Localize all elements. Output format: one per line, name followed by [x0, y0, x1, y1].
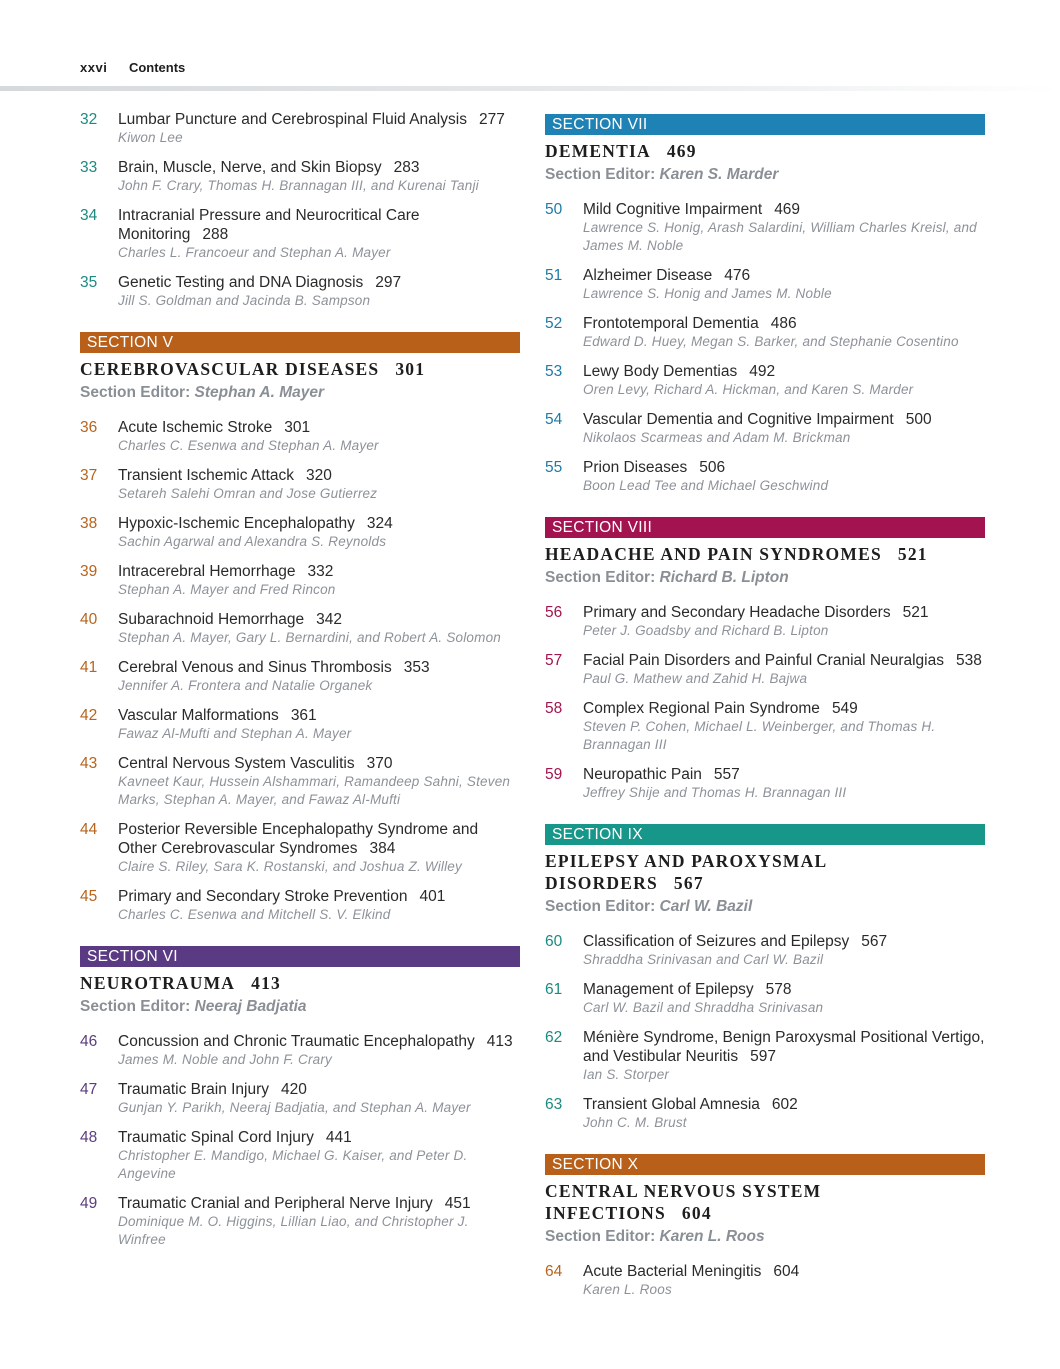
- chapter-number: 53: [545, 363, 563, 380]
- chapter-title-line: [118, 1194, 520, 1213]
- chapter-title[interactable]: Classification of Seizures and Epilepsy: [583, 933, 850, 950]
- chapter-authors: Boon Lead Tee and Michael Geschwind: [583, 478, 829, 493]
- chapter-authors: Nikolaos Scarmeas and Adam M. Brickman: [583, 430, 851, 445]
- section-title-line: [545, 850, 985, 894]
- section-page: 567: [673, 873, 704, 893]
- chapter-title-line: [583, 765, 985, 784]
- chapter-authors: Edward D. Huey, Megan S. Barker, and Stephanie Cosentino: [583, 334, 959, 349]
- chapter-page: 604: [773, 1263, 800, 1280]
- chapter-title-line: [583, 458, 985, 477]
- toc-entry[interactable]: [80, 754, 520, 809]
- section-editor-name: Stephan A. Mayer: [194, 384, 325, 401]
- chapter-page: 283: [393, 159, 420, 176]
- chapter-title-line: [583, 1028, 985, 1066]
- toc-entry[interactable]: [545, 410, 985, 447]
- chapter-authors: Lawrence S. Honig and James M. Noble: [583, 286, 832, 301]
- chapter-authors: Karen L. Roos: [583, 1282, 672, 1297]
- chapter-title-line: [118, 1080, 520, 1099]
- chapter-page: 384: [369, 840, 396, 857]
- chapter-page: 549: [831, 700, 858, 717]
- section-page: 469: [666, 141, 697, 161]
- right-column: [545, 114, 985, 1310]
- section-title[interactable]: CENTRAL NERVOUS SYSTEM INFECTIONS: [545, 1181, 822, 1223]
- chapter-title-line: [583, 200, 985, 219]
- chapter-title[interactable]: Genetic Testing and DNA Diagnosis: [118, 274, 364, 291]
- chapter-page: 401: [419, 888, 446, 905]
- chapter-authors: Jeffrey Shije and Thomas H. Brannagan III: [583, 785, 847, 800]
- toc-entry[interactable]: [80, 1194, 520, 1249]
- chapter-title[interactable]: Subarachnoid Hemorrhage: [118, 611, 305, 628]
- section-label-bar: SECTION VII: [545, 114, 985, 135]
- section-editor-prefix: Section Editor:: [80, 384, 191, 401]
- chapter-authors: Peter J. Goadsby and Richard B. Lipton: [583, 623, 829, 638]
- chapter-page: 420: [281, 1081, 307, 1098]
- chapter-title-line: [118, 562, 520, 581]
- toc-entry[interactable]: [545, 699, 985, 754]
- section-editor-prefix: Section Editor:: [80, 998, 191, 1015]
- section-vii: [545, 114, 985, 495]
- section-label-bar: SECTION X: [545, 1154, 985, 1175]
- toc-entry[interactable]: [80, 820, 520, 876]
- chapter-page: 602: [771, 1096, 798, 1113]
- chapter-number: 63: [545, 1096, 563, 1113]
- chapter-authors: Kiwon Lee: [118, 130, 183, 145]
- section-title[interactable]: DEMENTIA: [545, 141, 651, 161]
- chapter-title-line: [583, 932, 985, 951]
- section-title-line: [545, 1180, 985, 1224]
- toc-entry[interactable]: [545, 314, 985, 351]
- chapter-title-line: [583, 603, 985, 622]
- chapter-title[interactable]: Primary and Secondary Headache Disorders: [583, 604, 891, 621]
- chapter-number: 54: [545, 411, 563, 428]
- chapter-number: 51: [545, 267, 563, 284]
- chapter-authors: Fawaz Al-Mufti and Stephan A. Mayer: [118, 726, 352, 741]
- section-editor-name: Karen S. Marder: [659, 166, 779, 183]
- chapter-number: 60: [545, 933, 563, 950]
- chapter-number: 64: [545, 1263, 563, 1280]
- chapter-title[interactable]: Vascular Malformations: [118, 707, 279, 724]
- chapter-title[interactable]: Neuropathic Pain: [583, 766, 702, 783]
- chapter-authors: Shraddha Srinivasan and Carl W. Bazil: [583, 952, 824, 967]
- chapter-number: 38: [80, 515, 98, 532]
- chapter-title[interactable]: Acute Ischemic Stroke: [118, 419, 273, 436]
- section-editor: [80, 383, 520, 403]
- chapter-number: 45: [80, 888, 98, 905]
- section-title-line: [545, 543, 985, 565]
- section-editor-name: Carl W. Bazil: [659, 898, 753, 915]
- chapter-authors: Carl W. Bazil and Shraddha Srinivasan: [583, 1000, 824, 1015]
- chapter-title-line: [118, 110, 520, 129]
- section-vi: [80, 946, 520, 1249]
- chapter-title[interactable]: Traumatic Cranial and Peripheral Nerve Injury: [118, 1195, 433, 1212]
- chapter-page: 476: [724, 267, 751, 284]
- chapter-page: 597: [750, 1048, 776, 1065]
- chapter-number: 57: [545, 652, 563, 669]
- chapter-title-line: [118, 158, 520, 177]
- section-x: [545, 1154, 985, 1299]
- page-number: xxvi: [80, 60, 108, 75]
- chapter-page: 353: [403, 659, 430, 676]
- chapter-title[interactable]: Concussion and Chronic Traumatic Encephalopathy: [118, 1033, 475, 1050]
- chapter-authors: Jill S. Goldman and Jacinda B. Sampson: [118, 293, 371, 308]
- toc-entry[interactable]: [545, 1095, 985, 1132]
- chapter-authors: Charles C. Esenwa and Mitchell S. V. Elkind: [118, 907, 391, 922]
- chapter-page: 297: [375, 274, 402, 291]
- chapter-number: 59: [545, 766, 563, 783]
- section-title[interactable]: NEUROTRAUMA: [80, 973, 236, 993]
- chapter-number: 50: [545, 201, 563, 218]
- chapter-authors: Gunjan Y. Parikh, Neeraj Badjatia, and Stephan A. Mayer: [118, 1100, 471, 1115]
- chapter-title-line: [583, 1095, 985, 1114]
- chapter-title-line: [583, 266, 985, 285]
- chapter-authors: Stephan A. Mayer and Fred Rincon: [118, 582, 336, 597]
- toc-entry[interactable]: [545, 980, 985, 1017]
- section-label-bar: SECTION VI: [80, 946, 520, 967]
- chapter-authors: Christopher E. Mandigo, Michael G. Kaiser, and Peter D. Angevine: [118, 1148, 468, 1181]
- section-v: [80, 332, 520, 924]
- section-label-bar: SECTION V: [80, 332, 520, 353]
- chapter-authors: Setareh Salehi Omran and Jose Gutierrez: [118, 486, 378, 501]
- toc-entry[interactable]: [80, 706, 520, 743]
- entries-top: [80, 110, 520, 310]
- chapter-title[interactable]: Lewy Body Dementias: [583, 363, 738, 380]
- chapter-title[interactable]: Alzheimer Disease: [583, 267, 713, 284]
- chapter-page: 320: [306, 467, 332, 484]
- section-editor-name: Richard B. Lipton: [659, 569, 789, 586]
- chapter-number: 58: [545, 700, 563, 717]
- section-editor-prefix: Section Editor:: [545, 1228, 656, 1245]
- chapter-number: 47: [80, 1081, 98, 1098]
- section-title[interactable]: HEADACHE AND PAIN SYNDROMES: [545, 544, 882, 564]
- section-title-line: [80, 972, 520, 994]
- chapter-title[interactable]: Acute Bacterial Meningitis: [583, 1263, 762, 1280]
- toc-entry[interactable]: [80, 206, 520, 262]
- chapter-title[interactable]: Intracerebral Hemorrhage: [118, 563, 296, 580]
- toc-entry[interactable]: [545, 765, 985, 802]
- chapter-page: 288: [202, 226, 229, 243]
- chapter-page: 492: [749, 363, 776, 380]
- chapter-authors: Oren Levy, Richard A. Hickman, and Karen S. Marder: [583, 382, 914, 397]
- chapter-title[interactable]: Transient Global Amnesia: [583, 1096, 760, 1113]
- section-title-line: [80, 358, 520, 380]
- toc-entry[interactable]: [545, 458, 985, 495]
- chapter-title-line: [118, 1128, 520, 1147]
- chapter-number: 49: [80, 1195, 98, 1212]
- chapter-title-line: [118, 514, 520, 533]
- chapter-title[interactable]: Primary and Secondary Stroke Prevention: [118, 888, 408, 905]
- chapter-page: 361: [290, 707, 317, 724]
- toc-entry[interactable]: [80, 158, 520, 195]
- chapter-number: 43: [80, 755, 98, 772]
- toc-entry[interactable]: [545, 932, 985, 969]
- chapter-title[interactable]: Transient Ischemic Attack: [118, 467, 295, 484]
- chapter-number: 48: [80, 1129, 98, 1146]
- chapter-title-line: [583, 651, 985, 670]
- toc-entry[interactable]: [80, 1032, 520, 1069]
- section-editor-name: Karen L. Roos: [659, 1228, 765, 1245]
- section-ix: [545, 824, 985, 1132]
- chapter-title[interactable]: Lumbar Puncture and Cerebrospinal Fluid Analysis: [118, 111, 467, 128]
- chapter-page: 324: [366, 515, 393, 532]
- section-editor: [545, 1227, 985, 1247]
- chapter-number: 36: [80, 419, 98, 436]
- toc-entry[interactable]: [545, 200, 985, 255]
- section-editor-prefix: Section Editor:: [545, 898, 656, 915]
- chapter-number: 52: [545, 315, 563, 332]
- chapter-title[interactable]: Posterior Reversible Encephalopathy Syndrome and Other Cerebrovascular Syndromes: [118, 821, 479, 857]
- chapter-title[interactable]: Vascular Dementia and Cognitive Impairment: [583, 411, 894, 428]
- chapter-page: 441: [325, 1129, 352, 1146]
- toc-entry[interactable]: [80, 514, 520, 551]
- chapter-page: 557: [713, 766, 740, 783]
- chapter-page: 370: [366, 755, 393, 772]
- chapter-page: 451: [444, 1195, 471, 1212]
- section-label-bar: SECTION IX: [545, 824, 985, 845]
- chapter-title-line: [118, 610, 520, 629]
- chapter-page: 342: [316, 611, 342, 628]
- toc-entry[interactable]: [545, 651, 985, 688]
- section-editor: [545, 568, 985, 588]
- chapter-title-line: [583, 699, 985, 718]
- chapter-authors: Sachin Agarwal and Alexandra S. Reynolds: [118, 534, 387, 549]
- chapter-title[interactable]: Intracranial Pressure and Neurocritical Care Monitoring: [118, 207, 420, 243]
- chapter-number: 35: [80, 274, 98, 291]
- chapter-title[interactable]: Traumatic Brain Injury: [118, 1081, 270, 1098]
- chapter-title-line: [583, 1262, 985, 1281]
- chapter-title-line: [583, 362, 985, 381]
- chapter-title[interactable]: Cerebral Venous and Sinus Thrombosis: [118, 659, 392, 676]
- chapter-authors: Kavneet Kaur, Hussein Alshammari, Ramandeep Sahni, Steven Marks, Stephan A. Mayer, and Fawaz Al-Mufti: [118, 774, 511, 807]
- chapter-title[interactable]: Central Nervous System Vasculitis: [118, 755, 355, 772]
- chapter-page: 469: [774, 201, 801, 218]
- chapter-authors: Lawrence S. Honig, Arash Salardini, William Charles Kreisl, and James M. Noble: [583, 220, 977, 253]
- chapter-title-line: [118, 273, 520, 292]
- toc-entry[interactable]: [545, 1262, 985, 1299]
- toc-entry[interactable]: [80, 562, 520, 599]
- chapter-authors: James M. Noble and John F. Crary: [118, 1052, 332, 1067]
- chapter-authors: Paul G. Mathew and Zahid H. Bajwa: [583, 671, 808, 686]
- section-title-line: [545, 140, 985, 162]
- toc-entry[interactable]: [80, 658, 520, 695]
- chapter-title[interactable]: Traumatic Spinal Cord Injury: [118, 1129, 314, 1146]
- section-title[interactable]: EPILEPSY AND PAROXYSMAL DISORDERS: [545, 851, 827, 893]
- chapter-title[interactable]: Prion Diseases: [583, 459, 688, 476]
- chapter-title-line: [583, 410, 985, 429]
- chapter-title-line: [118, 1032, 520, 1051]
- chapter-title[interactable]: Complex Regional Pain Syndrome: [583, 700, 820, 717]
- chapter-page: 567: [861, 933, 888, 950]
- chapter-authors: Jennifer A. Frontera and Natalie Organek: [118, 678, 373, 693]
- section-page: 604: [681, 1203, 712, 1223]
- chapter-number: 44: [80, 821, 98, 838]
- toc-entry[interactable]: [545, 1028, 985, 1084]
- chapter-number: 40: [80, 611, 98, 628]
- chapter-number: 34: [80, 207, 98, 224]
- chapter-authors: Charles L. Francoeur and Stephan A. Mayer: [118, 245, 391, 260]
- toc-entry[interactable]: [80, 1128, 520, 1183]
- section-editor-name: Neeraj Badjatia: [194, 998, 307, 1015]
- chapter-title[interactable]: Hypoxic-Ischemic Encephalopathy: [118, 515, 355, 532]
- toc-entry[interactable]: [80, 1080, 520, 1117]
- chapter-number: 46: [80, 1033, 98, 1050]
- chapter-number: 62: [545, 1029, 563, 1046]
- running-head-title: Contents: [128, 60, 186, 75]
- toc-entry[interactable]: [80, 418, 520, 455]
- chapter-number: 55: [545, 459, 563, 476]
- chapter-title-line: [118, 658, 520, 677]
- toc-entry[interactable]: [545, 362, 985, 399]
- running-head: [80, 60, 185, 84]
- chapter-title[interactable]: Management of Epilepsy: [583, 981, 754, 998]
- chapter-page: 486: [770, 315, 797, 332]
- chapter-page: 578: [765, 981, 792, 998]
- chapter-authors: John F. Crary, Thomas H. Brannagan III, and Kurenai Tanji: [118, 178, 479, 193]
- chapter-number: 41: [80, 659, 98, 676]
- chapter-authors: Steven P. Cohen, Michael L. Weinberger, and Thomas H. Brannagan III: [583, 719, 936, 752]
- chapter-title[interactable]: Mild Cognitive Impairment: [583, 201, 763, 218]
- chapter-title-line: [583, 314, 985, 333]
- toc-entry[interactable]: [545, 266, 985, 303]
- toc-entry[interactable]: [80, 610, 520, 647]
- chapter-page: 521: [902, 604, 929, 621]
- chapter-title-line: [118, 706, 520, 725]
- chapter-page: 332: [307, 563, 334, 580]
- header-rule: [0, 86, 1060, 91]
- chapter-authors: Claire S. Riley, Sara K. Rostanski, and Joshua Z. Willey: [118, 859, 462, 874]
- chapter-authors: John C. M. Brust: [583, 1115, 687, 1130]
- chapter-number: 39: [80, 563, 98, 580]
- toc-entry[interactable]: [80, 273, 520, 310]
- section-editor: [80, 997, 520, 1017]
- chapter-number: 37: [80, 467, 98, 484]
- chapter-title-line: [118, 206, 520, 244]
- section-editor-prefix: Section Editor:: [545, 569, 656, 586]
- toc-entry[interactable]: [80, 887, 520, 924]
- left-column: [80, 110, 520, 1260]
- section-label-bar: SECTION VIII: [545, 517, 985, 538]
- chapter-title[interactable]: Facial Pain Disorders and Painful Cranial Neuralgias: [583, 652, 944, 669]
- chapter-page: 413: [486, 1033, 513, 1050]
- toc-entry[interactable]: [80, 466, 520, 503]
- chapter-authors: Ian S. Storper: [583, 1067, 670, 1082]
- section-editor: [545, 897, 985, 917]
- chapter-title-line: [583, 980, 985, 999]
- section-page: 413: [251, 973, 281, 993]
- chapter-authors: Charles C. Esenwa and Stephan A. Mayer: [118, 438, 379, 453]
- section-page: 521: [897, 544, 928, 564]
- chapter-title-line: [118, 418, 520, 437]
- toc-entry[interactable]: [545, 603, 985, 640]
- chapter-title-line: [118, 466, 520, 485]
- chapter-title-line: [118, 754, 520, 773]
- section-viii: [545, 517, 985, 802]
- chapter-title-line: [118, 887, 520, 906]
- chapter-title-line: [118, 820, 520, 858]
- chapter-page: 506: [699, 459, 726, 476]
- chapter-title[interactable]: Brain, Muscle, Nerve, and Skin Biopsy: [118, 159, 382, 176]
- chapter-authors: Dominique M. O. Higgins, Lillian Liao, and Christopher J. Winfree: [118, 1214, 469, 1247]
- section-editor-prefix: Section Editor:: [545, 166, 656, 183]
- chapter-title[interactable]: Frontotemporal Dementia: [583, 315, 759, 332]
- chapter-number: 33: [80, 159, 98, 176]
- chapter-number: 61: [545, 981, 563, 998]
- chapter-page: 500: [905, 411, 932, 428]
- chapter-number: 42: [80, 707, 98, 724]
- chapter-page: 301: [284, 419, 311, 436]
- section-title[interactable]: CEREBROVASCULAR DISEASES: [80, 359, 380, 379]
- section-page: 301: [395, 359, 426, 379]
- section-editor: [545, 165, 985, 185]
- chapter-number: 56: [545, 604, 563, 621]
- chapter-page: 277: [478, 111, 505, 128]
- chapter-authors: Stephan A. Mayer, Gary L. Bernardini, and Robert A. Solomon: [118, 630, 501, 645]
- chapter-title[interactable]: Ménière Syndrome, Benign Paroxysmal Positional Vertigo, and Vestibular Neuritis: [583, 1029, 985, 1065]
- chapter-number: 32: [80, 111, 98, 128]
- chapter-page: 538: [955, 652, 982, 669]
- toc-entry[interactable]: [80, 110, 520, 147]
